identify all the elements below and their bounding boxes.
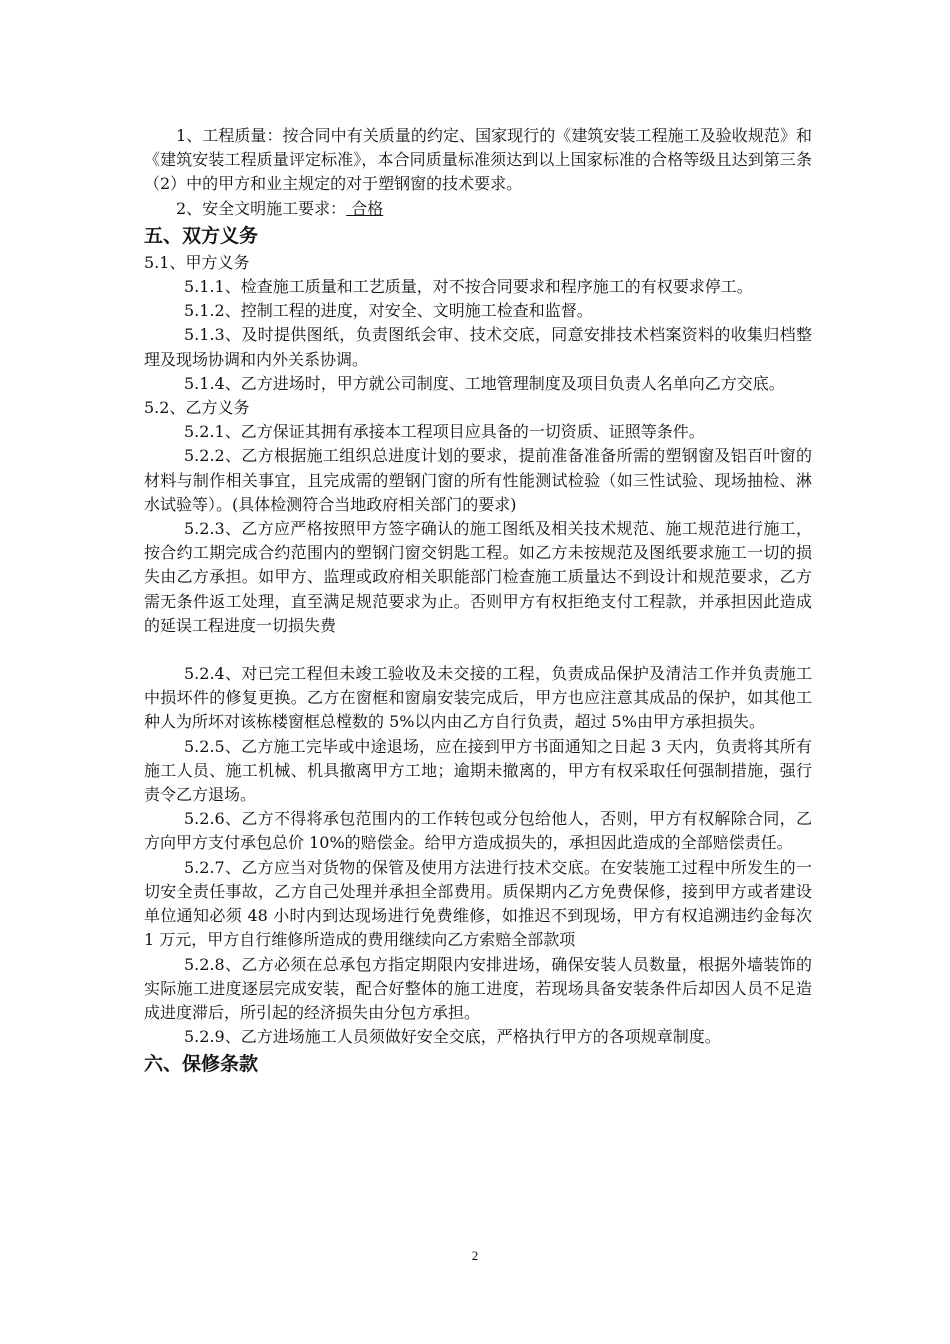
page-number: 2 [471, 1248, 479, 1263]
clause-5-2-2: 5.2.2、乙方根据施工组织总进度计划的要求，提前准备准备所需的塑钢窗及铝百叶窗的材料与制作相关事宜，且完成需的塑钢门窗的所有性能测试检验（如三性试验、现场抽检、淋水试验等）。(具体检测符合当地政府相关部门的要求) [144, 446, 812, 514]
clause-5-1-1: 5.1.1、检查施工质量和工艺质量，对不按合同要求和程序施工的有权要求停工。 [184, 277, 753, 297]
document-body [144, 124, 812, 1079]
paragraph-safety [144, 197, 812, 221]
paragraph-quality: 1、工程质量：按合同中有关质量的约定、国家现行的《建筑安装工程施工及验收规范》和《建筑安装工程质量评定标准》，本合同质量标准须达到以上国家标准的合格等级且达到第三条（2）中的甲方和业主规定的对于塑钢窗的技术要求。 [144, 126, 812, 194]
subsection-5-1: 5.1、甲方义务 [144, 252, 250, 272]
subsection-5-2: 5.2、乙方义务 [144, 398, 250, 418]
clause-5-2-4: 5.2.4、对已完工程但未竣工验收及未交接的工程，负责成品保护及清洁工作并负责施工中损坏件的修复更换。乙方在窗框和窗扇安装完成后，甲方也应注意其成品的保护，如其他工种人为所坏对该栋楼窗框总樘数的 5%以内由乙方自行负责，超过 5%由甲方承担损失。 [144, 664, 812, 732]
clause-5-2-1: 5.2.1、乙方保证其拥有承接本工程项目应具备的一切资质、证照等条件。 [184, 422, 705, 442]
clause-5-2-8: 5.2.8、乙方必须在总承包方指定期限内安排进场，确保安装人员数量，根据外墙装饰的实际施工进度逐层完成安装，配合好整体的施工进度，若现场具备安装条件后却因人员不足造成进度滞后，所引起的经济损失由分包方承担。 [144, 954, 812, 1022]
clause-5-2-7: 5.2.7、乙方应当对货物的保管及使用方法进行技术交底。在安装施工过程中所发生的一切安全责任事故，乙方自己处理并承担全部费用。质保期内乙方免费保修，接到甲方或者建设单位通知必须 48 小时内到达现场进行免费维修，如推迟不到现场，甲方有权追溯违约金每次 1 万元，甲方自行维修所造成的费用继续向乙方索赔全部款项 [144, 857, 812, 950]
clause-5-1-4: 5.1.4、乙方进场时，甲方就公司制度、工地管理制度及项目负责人名单向乙方交底。 [184, 373, 785, 393]
safety-value: 合格 [346, 198, 384, 218]
clause-5-2-3: 5.2.3、乙方应严格按照甲方签字确认的施工图纸及相关技术规范、施工规范进行施工，按合约工期完成合约范围内的塑钢门窗交钥匙工程。如乙方未按规范及图纸要求施工一切的损失由乙方承担。如甲方、监理或政府相关职能部门检查施工质量达不到设计和规范要求，乙方需无条件返工处理，直至满足规范要求为止。否则甲方有权拒绝支付工程款，并承担因此造成的延误工程进度一切损失费 [144, 519, 812, 635]
blank-line [144, 638, 812, 662]
safety-label: 2、安全文明施工要求： [176, 198, 347, 218]
section-heading-6: 六、保修条款 [144, 1053, 259, 1076]
clause-5-2-9: 5.2.9、乙方进场施工人员须做好安全交底，严格执行甲方的各项规章制度。 [184, 1027, 721, 1047]
clause-5-2-5: 5.2.5、乙方施工完毕或中途退场，应在接到甲方书面通知之日起 3 天内，负责将其所有施工人员、施工机械、机具撤离甲方工地；逾期未撤离的，甲方有权采取任何强制措施，强行责令乙方退场。 [144, 736, 812, 805]
clause-5-1-3: 5.1.3、及时提供图纸，负责图纸会审、技术交底，同意安排技术档案资料的收集归档整理及现场协调和内外关系协调。 [144, 325, 812, 369]
clause-5-2-6: 5.2.6、乙方不得将承包范围内的工作转包或分包给他人，否则，甲方有权解除合同，乙方向甲方支付承包总价 10%的赔偿金。给甲方造成损失的，承担因此造成的全部赔偿责任。 [144, 809, 812, 853]
clause-5-1-2: 5.1.2、控制工程的进度，对安全、文明施工检查和监督。 [184, 301, 593, 321]
section-heading-5: 五、双方义务 [144, 224, 259, 247]
